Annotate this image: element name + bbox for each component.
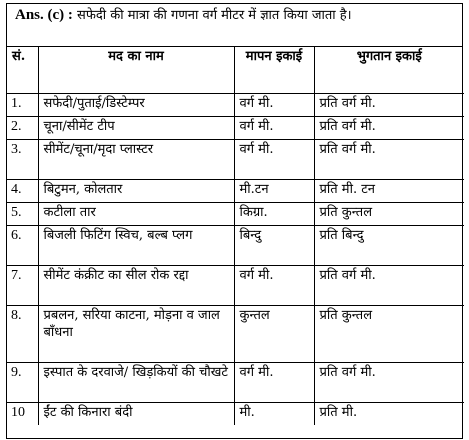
row-item-name: सफेदी/पुताई/डिस्टेम्पर xyxy=(38,93,234,116)
table-header-row xyxy=(7,47,464,93)
row-item-name: सीमेंट/चूना/मृदा प्लास्टर xyxy=(38,139,234,179)
row-item-name: बिजली फिटिंग स्विच, बल्ब प्लग xyxy=(38,225,234,265)
row-payment-unit: प्रति मी. टन xyxy=(314,179,464,202)
row-serial: 3. xyxy=(7,139,38,179)
header-measurement-unit: मापन इकाई xyxy=(234,47,314,93)
row-measurement-unit: वर्ग मी. xyxy=(234,362,314,402)
row-measurement-unit: मी.टन xyxy=(234,179,314,202)
row-item-name: इस्पात के दरवाजे/ खिड़कियों की चौखटे xyxy=(38,362,234,402)
row-item-name: चूना/सीमेंट टीप xyxy=(38,116,234,139)
row-serial: 6. xyxy=(7,225,38,265)
header-item-name: मद का नाम xyxy=(38,47,234,93)
table-row xyxy=(7,305,464,362)
row-serial: 8. xyxy=(7,305,38,362)
table-row xyxy=(7,116,464,139)
row-serial: 7. xyxy=(7,265,38,305)
answer-statement xyxy=(7,4,462,47)
row-item-name: ईंट की किनारा बंदी xyxy=(38,402,234,425)
row-payment-unit: प्रति वर्ग मी. xyxy=(314,362,464,402)
row-payment-unit: प्रति वर्ग मी. xyxy=(314,139,464,179)
answer-text: सफेदी की मात्रा की गणना वर्ग मीटर में ज्ञात किया जाता है। xyxy=(77,8,352,23)
row-payment-unit: प्रति कुन्तल xyxy=(314,202,464,225)
row-payment-unit: प्रति कुन्तल xyxy=(314,305,464,362)
row-payment-unit: प्रति वर्ग मी. xyxy=(314,116,464,139)
table-body xyxy=(7,93,464,425)
row-item-name: सीमेंट कंक्रीट का सील रोक रद्दा xyxy=(38,265,234,305)
table-row xyxy=(7,265,464,305)
table-row xyxy=(7,402,464,425)
row-serial: 5. xyxy=(7,202,38,225)
row-item-name: बिटुमन, कोलतार xyxy=(38,179,234,202)
row-measurement-unit: कुन्तल xyxy=(234,305,314,362)
row-payment-unit: प्रति मी. xyxy=(314,402,464,425)
measurement-units-table xyxy=(7,47,464,425)
row-measurement-unit: बिन्दु xyxy=(234,225,314,265)
row-serial: 1. xyxy=(7,93,38,116)
row-measurement-unit: किग्रा. xyxy=(234,202,314,225)
table-row xyxy=(7,202,464,225)
table-row xyxy=(7,179,464,202)
row-item-name: प्रबलन, सरिया काटना, मोड़ना व जाल बाँधना xyxy=(38,305,234,362)
row-measurement-unit: वर्ग मी. xyxy=(234,116,314,139)
row-payment-unit: प्रति बिन्दु xyxy=(314,225,464,265)
table-row xyxy=(7,93,464,116)
row-measurement-unit: वर्ग मी. xyxy=(234,139,314,179)
row-serial: 4. xyxy=(7,179,38,202)
row-payment-unit: प्रति वर्ग मी. xyxy=(314,265,464,305)
row-serial: 10 xyxy=(7,402,38,425)
header-serial: सं. xyxy=(7,47,38,93)
row-serial: 9. xyxy=(7,362,38,402)
answer-table-container xyxy=(6,3,463,439)
row-serial: 2. xyxy=(7,116,38,139)
table-row xyxy=(7,139,464,179)
table-row xyxy=(7,362,464,402)
answer-label: Ans. (c) : xyxy=(15,7,73,23)
row-measurement-unit: वर्ग मी. xyxy=(234,93,314,116)
row-measurement-unit: वर्ग मी. xyxy=(234,265,314,305)
row-item-name: कटीला तार xyxy=(38,202,234,225)
header-payment-unit: भुगतान इकाई xyxy=(314,47,464,93)
table-row xyxy=(7,225,464,265)
row-measurement-unit: मी. xyxy=(234,402,314,425)
row-payment-unit: प्रति वर्ग मी. xyxy=(314,93,464,116)
